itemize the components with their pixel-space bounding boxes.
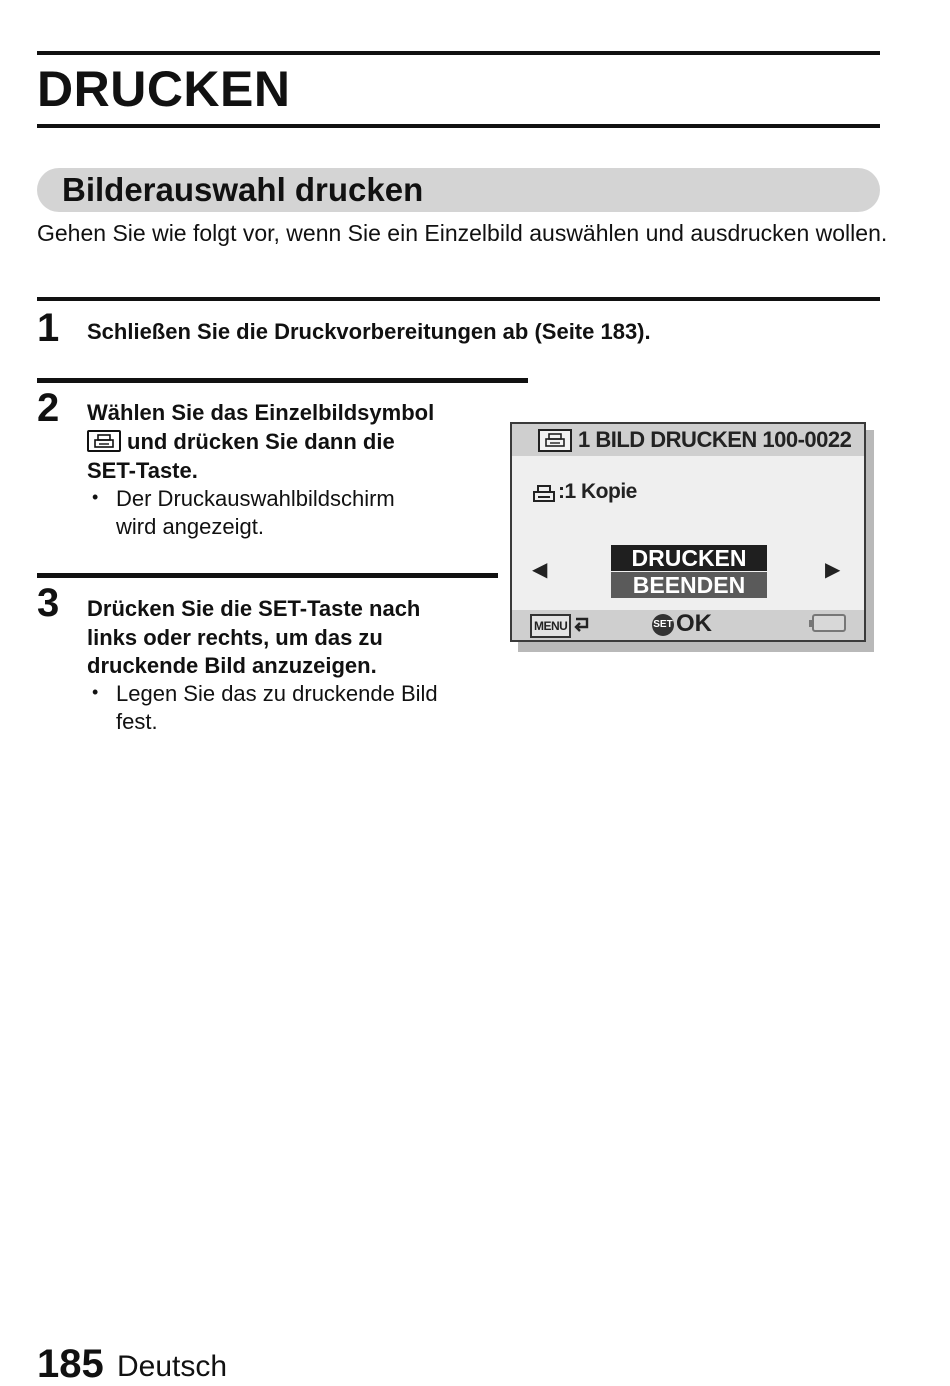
- screen-title: 1 BILD DRUCKEN 100-0022: [578, 427, 852, 452]
- page-title: DRUCKEN: [37, 61, 291, 117]
- left-arrow-icon[interactable]: ◀: [532, 559, 548, 581]
- step-2-bullet-line2: wird angezeigt.: [116, 514, 264, 539]
- page-number: 185: [37, 1342, 104, 1386]
- print-option[interactable]: DRUCKEN: [611, 545, 767, 571]
- printer-icon: [532, 484, 556, 504]
- ok-label: OK: [676, 610, 712, 637]
- set-button-icon[interactable]: SET: [652, 614, 674, 636]
- return-icon: [572, 614, 592, 634]
- step-3-text-line3: druckende Bild anzuzeigen.: [87, 653, 377, 678]
- step-2-text-line3: SET-Taste.: [87, 458, 198, 483]
- step-3-bullet-line2: fest.: [116, 709, 158, 734]
- step-2-bullet-line1: Der Druckauswahlbildschirm: [116, 486, 395, 511]
- step-3-text-line2: links oder rechts, um das zu: [87, 625, 383, 650]
- top-rule: [37, 51, 880, 55]
- page-language: Deutsch: [117, 1350, 228, 1383]
- step-1-text: Schließen Sie die Druckvorbereitungen ab (Seite 183).: [87, 319, 651, 344]
- step-3-number: 3: [37, 581, 60, 625]
- print-screen-mockup: [510, 422, 866, 642]
- section-title: Bilderauswahl drucken: [62, 171, 424, 208]
- step-2-rule: [37, 378, 528, 383]
- step-2-text-line2-label: und drücken Sie dann die: [127, 429, 395, 454]
- step-2-bullet-dot: •: [92, 487, 99, 507]
- right-arrow-icon[interactable]: ▶: [825, 559, 841, 581]
- step-3-bullet-dot: •: [92, 682, 99, 702]
- step-1-rule: [37, 297, 880, 301]
- single-print-icon: [538, 429, 572, 452]
- step-3-text-line1: Drücken Sie die SET-Taste nach: [87, 596, 421, 621]
- step-2-number: 2: [37, 386, 60, 430]
- copies-count: :1 Kopie: [558, 480, 637, 503]
- battery-icon: [812, 614, 846, 632]
- menu-button[interactable]: MENU: [530, 614, 571, 638]
- step-2-text-line2: [87, 427, 395, 456]
- title-underline: [37, 124, 880, 128]
- exit-option[interactable]: BEENDEN: [611, 572, 767, 598]
- step-3-bullet-line1: Legen Sie das zu druckende Bild: [116, 681, 438, 706]
- step-2-text-line1: Wählen Sie das Einzelbildsymbol: [87, 400, 435, 425]
- step-3-rule: [37, 573, 498, 578]
- step-1-number: 1: [37, 306, 60, 350]
- intro-paragraph: Gehen Sie wie folgt vor, wenn Sie ein Einzelbild auswählen und ausdrucken wollen.: [37, 220, 888, 246]
- single-print-icon: [87, 430, 121, 452]
